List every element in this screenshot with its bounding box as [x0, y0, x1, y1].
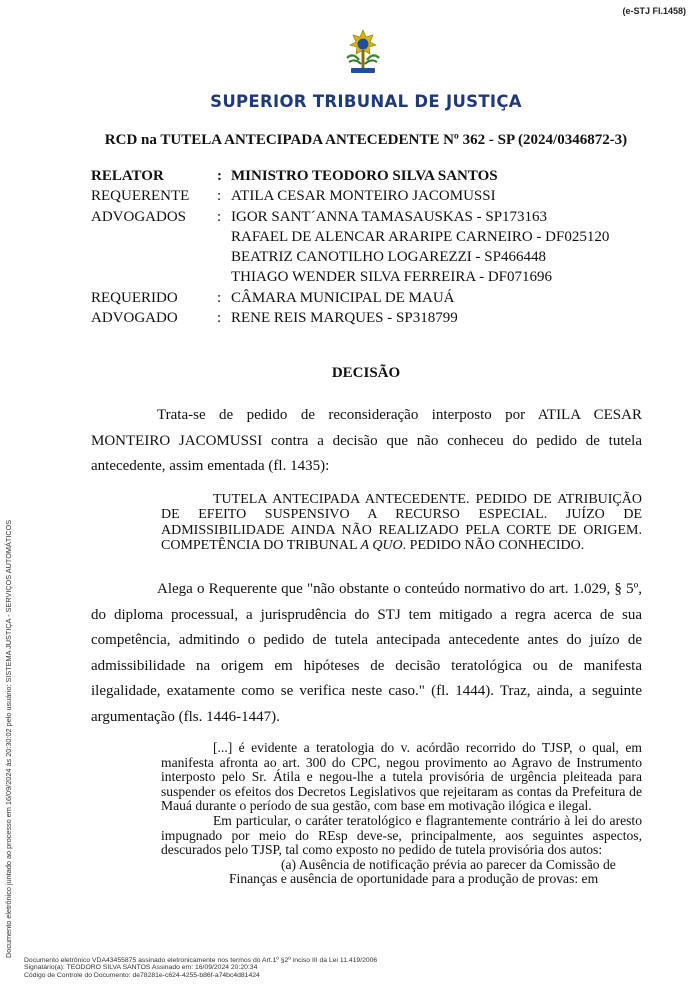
- signature-footer: [24, 957, 377, 979]
- party-role: REQUERIDO: [91, 289, 178, 306]
- footer-line: Documento eletrônico VDA43455875 assinado eletronicamente nos termos do Art.1º §2º inciso III da Lei 11.419/2006: [24, 957, 378, 964]
- party-name: THIAGO WENDER SILVA FERREIRA - DF071696: [231, 269, 552, 286]
- party-colon: :: [217, 188, 222, 205]
- party-name: ATILA CESAR MONTEIRO JACOMUSSI: [231, 188, 496, 205]
- vertical-filing-note: Documento eletrônico juntado ao processo em 16/09/2024 às 20:30:02 pelo usuário: SISTEMA JUSTIÇA - SERVIÇOS AUTOMÁTICOS: [4, 519, 13, 958]
- party-name-list: [231, 207, 609, 288]
- party-role: RELATOR: [91, 168, 164, 184]
- quote-item: [161, 858, 642, 887]
- party-name: RENE REIS MARQUES - SP318799: [231, 310, 458, 327]
- quote-paragraph: [...] é evidente a teratologia do v. acórdão recorrido do TJSP, o qual, em manifesta afronta ao art. 300 do CPC, negou provimento ao Agravo de Instrumento interposto pelo Sr. Átila e negou-lhe a tutela provisória de urgência pleiteada para suspender os efeitos dos Decretos Legislativos que rejeitaram as contas da Prefeitura de Mauá durante o período de sua gestão, com base em motivação ilógica e ilegal.: [161, 740, 642, 814]
- party-name: CÂMARA MUNICIPAL DE MAUÁ: [231, 289, 455, 306]
- footer-line: Código de Controle do Documento: de78281e-c624-4255-b86f-a74bc4d81424: [24, 971, 260, 979]
- ementa-italic: A QUO: [360, 537, 403, 553]
- party-name: RAFAEL DE ALENCAR ARARIPE CARNEIRO - DF025120: [231, 228, 610, 245]
- party-row-requerido: [91, 288, 609, 308]
- case-title: RCD na TUTELA ANTECIPADA ANTECEDENTE Nº 362 - SP (2024/0346872-3): [104, 132, 628, 148]
- quote-paragraph: Em particular, o caráter teratológico e flagrantemente contrário à lei do aresto impugnado por meio do REsp deve-se, principalmente, aos seguintes aspectos, descurados pelo TJSP, tal como exposto no pedido de tutela provisória dos autos:: [161, 812, 642, 858]
- quote-item-first-line: (a) Ausência de notificação prévia ao parecer da Comissão de: [281, 856, 616, 872]
- party-colon: :: [217, 289, 222, 306]
- party-role: ADVOGADO: [91, 310, 178, 327]
- party-name: MINISTRO TEODORO SILVA SANTOS: [231, 168, 498, 184]
- party-role: ADVOGADOS: [91, 208, 187, 225]
- parties-block: [91, 166, 609, 328]
- argument-paragraph: Alega o Requerente que "não obstante o conteúdo normativo do art. 1.029, § 5º, do diploma processual, a jurisprudência do STJ tem mitigado a regra acerca de sua competência, admitindo o pedido de tutela antecipada antecedente antes do juízo de admissibilidade na origem em hipóteses de decisão teratológica ou de manifesta ilegalidade, exatamente como se verifica neste caso." (fl. 1444). Traz, ainda, a seguinte argumentação (fls. 1446-1447).: [91, 581, 642, 725]
- quoted-argument: [161, 741, 642, 887]
- quote-item-continuation: Finanças e ausência de oportunidade para a produção de provas: em: [229, 871, 599, 887]
- party-colon: :: [217, 310, 222, 327]
- footer-line: Signatário(a): TEODORO SILVA SANTOS Assinado em: 16/09/2024 20:20:34: [24, 964, 258, 972]
- party-row-advogado: [91, 308, 609, 328]
- party-row-relator: [91, 166, 609, 186]
- party-row-requerente: [91, 186, 609, 206]
- party-name: IGOR SANT´ANNA TAMASAUSKAS - SP173163: [231, 208, 548, 225]
- intro-paragraph: Trata-se de pedido de reconsideração interposto por ATILA CESAR MONTEIRO JACOMUSSI contra a decisão que não conheceu do pedido de tutela antecedente, assim ementada (fl. 1435):: [91, 407, 642, 474]
- ementa-text-end: . PEDIDO NÃO CONHECIDO.: [402, 537, 585, 553]
- ementa-block: [161, 492, 642, 553]
- section-title: DECISÃO: [331, 365, 401, 381]
- brazil-coat-of-arms-icon: [343, 28, 383, 76]
- page-reference: (e-STJ Fl.1458): [622, 6, 686, 16]
- party-colon: :: [217, 208, 222, 225]
- court-name: SUPERIOR TRIBUNAL DE JUSTIÇA: [210, 92, 522, 111]
- party-row-advogados: [91, 207, 609, 288]
- party-name: BEATRIZ CANOTILHO LOGAREZZI - SP466448: [231, 249, 546, 266]
- party-role: REQUERENTE: [91, 188, 190, 205]
- party-colon: :: [217, 168, 222, 184]
- ementa-text: TUTELA ANTECIPADA ANTECEDENTE. PEDIDO DE ATRIBUIÇÃO DE EFEITO SUSPENSIVO A RECURSO ESPECIAL. JUÍZO DE ADMISSIBILIDADE AINDA NÃO REALIZADO PELA CORTE DE ORIGEM. COMPETÊNCIA DO TRIBUNAL: [161, 492, 642, 553]
